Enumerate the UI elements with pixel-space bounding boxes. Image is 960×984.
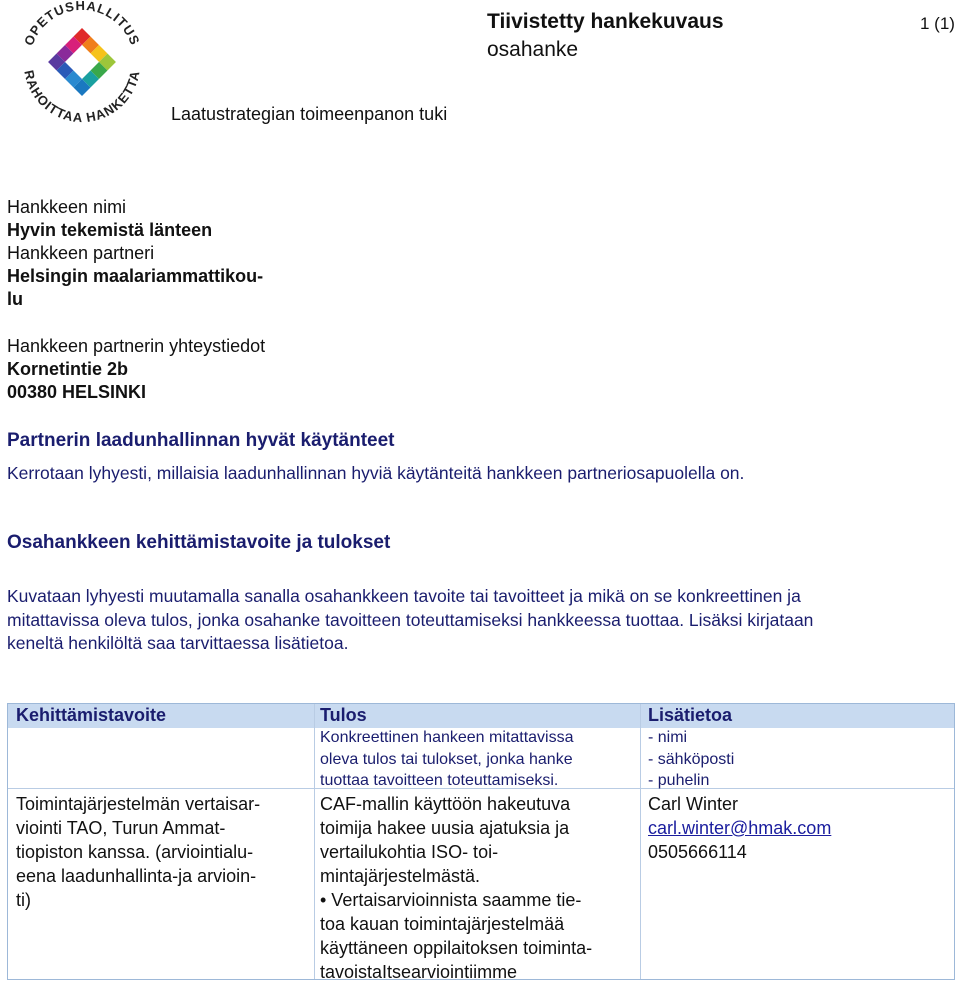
quality-heading: Partnerin laadunhallinnan hyvät käytänteet [7, 430, 395, 451]
goals-text [7, 585, 955, 656]
project-name-label: Hankkeen nimi [7, 197, 127, 217]
cell-line: käyttäneen oppilaitoksen toiminta- [320, 938, 593, 958]
goals-text-line: keneltä henkilöltä saa tarvittaessa lisätietoa. [7, 633, 349, 653]
project-name-value: Hyvin tekemistä länteen [7, 220, 213, 240]
cell-line: CAF-mallin käyttöön hakeutuva [320, 794, 571, 814]
cell-line: ti) [16, 890, 31, 910]
cell-line: eena laadunhallinta-ja arvioin- [16, 866, 257, 886]
hint-line: Konkreettinen hankeen mitattavissa [320, 729, 574, 746]
cell-line: toa kauan toimintajärjestelmää [320, 914, 565, 934]
partner-value-cont: lu [7, 289, 23, 309]
cell-line: vertailukohtia ISO- toi- [320, 842, 499, 862]
document-title: Tiivistetty hankekuvaus [487, 10, 724, 33]
program-name: Laatustrategian toimeenpanon tuki [171, 104, 448, 124]
hint-line: - puhelin [648, 772, 710, 789]
tulos-hint [320, 727, 573, 792]
cell-line: mintajärjestelmästä. [320, 866, 481, 886]
page-number: 1 (1) [920, 14, 955, 33]
result-cell [320, 792, 592, 984]
contact-label: Hankkeen partnerin yhteystiedot [7, 336, 266, 356]
column-divider [640, 704, 641, 979]
quality-text: Kerrotaan lyhyesti, millaisia laadunhallinnan hyviä käytänteitä hankkeen partneriosapuolella on. [7, 463, 745, 483]
document-subtitle: osahanke [487, 38, 579, 61]
cell-line: • Vertaisarvioinnista saamme tie- [320, 890, 582, 910]
header-tulos: Tulos [320, 705, 367, 725]
logo-text-top: OPETUSHALLITUS [21, 0, 143, 48]
goal-cell [16, 792, 260, 912]
goals-heading: Osahankkeen kehittämistavoite ja tulokset [7, 532, 391, 553]
column-divider [314, 704, 315, 979]
cell-line: toimija hakee uusia ajatuksia ja [320, 818, 570, 838]
header-lisatietoa: Lisätietoa [648, 705, 733, 725]
goals-text-line: mitattavissa oleva tulos, jonka osahanke tavoitteen toteuttamiseksi hankkeessa tuottaa. Lisäksi kirjataan [7, 609, 814, 630]
contact-street: Kornetintie 2b [7, 359, 129, 379]
hint-line: oleva tulos tai tulokset, jonka hanke [320, 750, 573, 768]
goals-table [7, 703, 955, 980]
logo-text-bottom: RAHOITTAA HANKETTA [21, 68, 143, 126]
hint-line: tuottaa tavoitteen toteuttamiseksi. [320, 772, 559, 789]
hint-line: - sähköposti [648, 750, 735, 768]
contact-city: 00380 HELSINKI [7, 382, 147, 402]
cell-line: tavoistaItsearviointiimme [320, 962, 518, 982]
cell-line: viointi TAO, Turun Ammat- [16, 818, 226, 838]
header-kehittamistavoite: Kehittämistavoite [16, 705, 167, 725]
partner-label: Hankkeen partneri [7, 243, 155, 263]
contact-email-link[interactable]: carl.winter@hmak.com [648, 818, 832, 838]
cell-line: Toimintajärjestelmän vertaisar- [16, 794, 261, 814]
project-info [7, 196, 265, 404]
contact-person-name: Carl Winter [648, 794, 739, 814]
lisatietoa-hint [648, 727, 734, 792]
hint-line: - nimi [648, 729, 688, 746]
goals-text-line: Kuvataan lyhyesti muutamalla sanalla osahankkeen tavoite tai tavoitteet ja mikä on se konkreettinen ja [7, 586, 801, 606]
opetushallitus-logo [12, 0, 152, 130]
cell-line: tiopiston kanssa. (arviointialu- [16, 842, 254, 862]
contact-phone: 0505666114 [648, 842, 747, 862]
partner-value: Helsingin maalariammattikou- [7, 266, 264, 286]
contact-cell [648, 792, 831, 864]
